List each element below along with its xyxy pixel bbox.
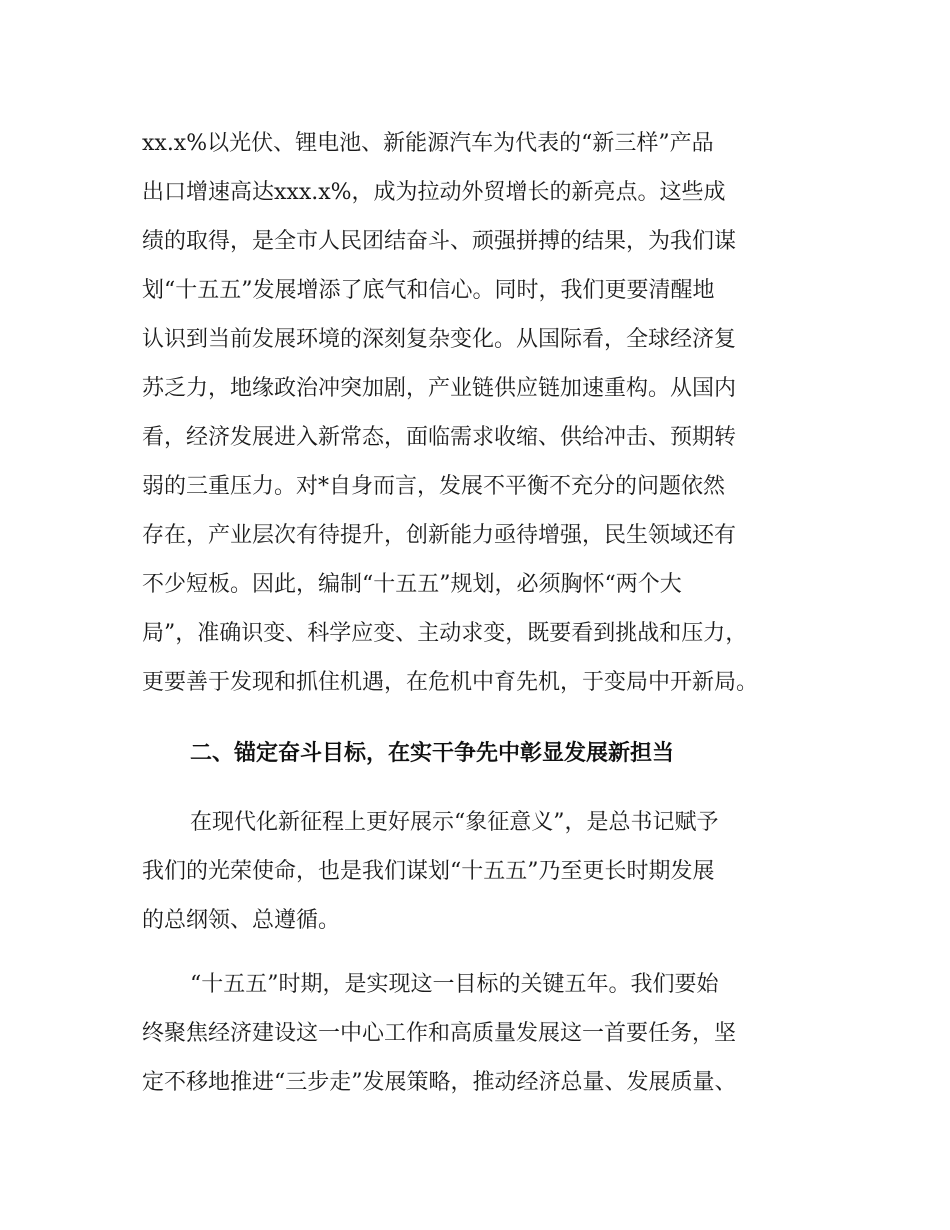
paragraph-1-line-9: 存在，产业层次有待提升，创新能力亟待增强，民生领域还有 bbox=[142, 523, 737, 548]
paragraph-1-line-8: 弱的三重压力。对*自身而言，发展不平衡不充分的问题依然 bbox=[142, 474, 726, 499]
paragraph-1-line-6: 苏乏力，地缘政治冲突加剧，产业链供应链加速重构。从国内 bbox=[142, 376, 737, 401]
paragraph-1-line-12: 更要善于发现和抓住机遇，在危机中育先机，于变局中开新局。 bbox=[142, 670, 759, 695]
paragraph-2-line-1: 在现代化新征程上更好展示“象征意义”，是总书记赋予 bbox=[190, 810, 719, 835]
paragraph-1-line-7: 看，经济发展进入新常态，面临需求收缩、供给冲击、预期转 bbox=[142, 425, 737, 450]
paragraph-3-line-3: 定不移地推进“三步走”发展策略，推动经济总量、发展质量、 bbox=[142, 1070, 737, 1095]
paragraph-2-line-2: 我们的光荣使命，也是我们谋划“十五五”乃至更长时期发展 bbox=[142, 859, 715, 884]
paragraph-3-line-1: “十五五”时期，是实现这一目标的关键五年。我们要始 bbox=[190, 972, 719, 997]
paragraph-1-line-2: 出口增速高达xxx.x%，成为拉动外贸增长的新亮点。这些成 bbox=[142, 180, 726, 205]
paragraph-1-line-3: 绩的取得，是全市人民团结奋斗、顽强拼搏的结果，为我们谋 bbox=[142, 229, 737, 254]
paragraph-1-line-10: 不少短板。因此，编制“十五五”规划，必须胸怀“两个大 bbox=[142, 572, 682, 597]
paragraph-1-line-1: xx.x%以光伏、锂电池、新能源汽车为代表的“新三样”产品 bbox=[142, 131, 714, 156]
paragraph-1-line-11: 局”，准确识变、科学应变、主动求变，既要看到挑战和压力， bbox=[142, 621, 748, 646]
paragraph-3-line-2: 终聚焦经济建设这一中心工作和高质量发展这一首要任务，坚 bbox=[142, 1021, 737, 1046]
section-heading: 二、锚定奋斗目标，在实干争先中彰显发展新担当 bbox=[190, 741, 675, 766]
paragraph-1-line-5: 认识到当前发展环境的深刻复杂变化。从国际看，全球经济复 bbox=[142, 327, 737, 352]
paragraph-2-line-3: 的总纲领、总遵循。 bbox=[142, 908, 341, 933]
paragraph-1-line-4: 划“十五五”发展增添了底气和信心。同时，我们更要清醒地 bbox=[142, 278, 715, 303]
